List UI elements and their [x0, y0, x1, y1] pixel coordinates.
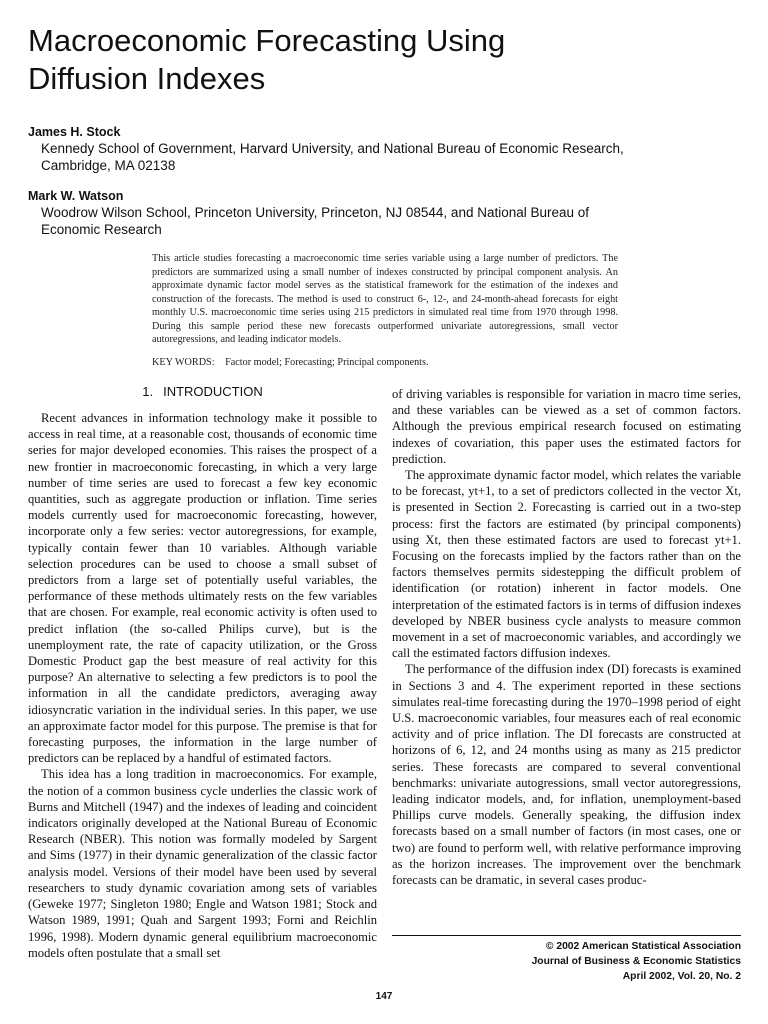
- paragraph: The performance of the diffusion index (DI) forecasts is examined in Sections 3 and 4. The experiment reported in these sections simulates real-time forecasting during the 1970–1998 period of eight U.S. macroeconomic variables, four measures each of real economic activity and of price inflation. The DI forecasts are constructed at horizons of 6, 12, and 24 months using as many as 215 predictor series. These forecasts are compared to several conventional benchmarks: univariate autogressions, small vector autoregressions, leading indicator models, and, for inflation, unemployment-based Phillips curve models. Generally speaking, the diffusion index forecasts based on a small number of factors (in most cases, one or two) are found to perform well, with relative performance improving as the horizon increases. The improvement over the benchmark forecasts can be dramatic, in several cases produc-: [392, 662, 741, 888]
- abstract: This article studies forecasting a macroeconomic time series variable using a large number of predictors. The predictors are summarized using a small number of indexes constructed by principal component analysis. An approximate dynamic factor model serves as the statistical framework for the estimation of the indexes and construction of the forecasts. The method is used to construct 6-, 12-, and 24-month-ahead forecasts for eight monthly U.S. macroeconomic time series using 215 predictors in simulated real time from 1970 through 1998. During this sample period these new forecasts outperformed univariate autoregressions, small vector autoregressions, and leading indicator models.: [152, 253, 618, 345]
- paragraph: of driving variables is responsible for variation in macro time series, and these variables can be viewed as a set of common factors. Although the previous empirical research focused on estimating indexes of covariation, this paper uses the estimated factors for prediction.: [392, 387, 741, 466]
- keywords-label: KEY WORDS:: [152, 357, 215, 368]
- section-number: 1.: [142, 384, 154, 399]
- author-block-stock: [28, 124, 748, 174]
- paragraph: The approximate dynamic factor model, which relates the variable to be forecast, yt+1, to a set of predictors collected in the vector Xt, is presented in Section 2. Forecasting is carried out in a two-step process: first the factors are estimated (by principal components) using Xt, then these estimated factors are used to forecast yt+1. Focusing on the forecasts implied by the factors rather than on the factors themselves permits sidestepping the difficult problem of identification (or rotation) inherent in factor models. One interpretation of the estimated factors is in terms of diffusion indexes developed by NBER business cycle analysts to measure common movement in a set of macroeconomic variables, and accordingly we call the estimated factors diffusion indexes.: [392, 468, 741, 661]
- paragraph: This idea has a long tradition in macroeconomics. For example, the notion of a common business cycle underlies the classic work of Burns and Mitchell (1947) and the indexes of leading and coincident indicators originally developed at the National Bureau of Economic Research (NBER). This notion was formally modeled by Sargent and Sims (1977) in their dynamic generalization of the classic factor analysis model. Versions of their model have been used by several researchers to study dynamic covariation among sets of variables (Geweke 1977; Singleton 1980; Engle and Watson 1981; Stock and Watson 1989, 1991; Quah and Sargent 1993; Forni and Reichlin 1996, 1998). Modern dynamic general equilibrium macroeconomic models often postulate that a small set: [28, 767, 377, 960]
- copyright-line: © 2002 American Statistical Association: [545, 941, 741, 952]
- footer-rule: [392, 935, 741, 936]
- author-affiliation: [28, 204, 748, 238]
- author-name: James H. Stock: [28, 125, 121, 139]
- paragraph: Recent advances in information technology make it possible to access in real time, at a reasonable cost, thousands of economic time series for major developed economies. This raises the prospect of a new frontier in macroeconomic forecasting, in which a very large number of time series are used to forecast a few key economic quantities, such as aggregate production or inflation. Time series models currently used for macroeconomic forecasting, however, incorporate only a few series: vector autoregressions, for example, typically contain fewer than 10 variables. Although variable selection procedures can be used to choose a small subset of predictors from a large set of potentially useful variables, the performance of these methods ultimately rests on the few variables that are chosen. For example, real economic activity is often used to predict inflation (the so-called Philips curve), but is the unemployment rate, the rate of capacity utilization, or the Gross Domestic Product gap the best measure of real activity for this purpose? An alternative to selecting a few predictors is to pool the information in all the candidate predictors, averaging away idiosyncratic variation in the individual series. In this paper, we use an approximate factor model for this purpose. The premise is that for forecasting purposes, the information in the large number of predictors can be replaced by a handful of estimated factors.: [28, 411, 377, 766]
- journal-issue: April 2002, Vol. 20, No. 2: [622, 971, 741, 982]
- author-name: Mark W. Watson: [28, 189, 124, 203]
- article-title: [28, 22, 748, 98]
- keywords: [152, 356, 618, 370]
- journal-name: Journal of Business & Economic Statistics: [531, 956, 741, 967]
- journal-footer: [392, 939, 741, 984]
- affiliation-line-2: Cambridge, MA 02138: [41, 158, 176, 173]
- page-number: 147: [375, 991, 393, 1002]
- keywords-text: Factor model; Forecasting; Principal components.: [225, 357, 429, 368]
- section-heading: [28, 384, 377, 400]
- section-title: INTRODUCTION: [163, 384, 263, 399]
- affiliation-line-1: Woodrow Wilson School, Princeton University, Princeton, NJ 08544, and National Bureau of: [41, 205, 590, 220]
- author-block-watson: [28, 188, 748, 238]
- author-affiliation: [28, 140, 748, 174]
- affiliation-line-1: Kennedy School of Government, Harvard University, and National Bureau of Economic Research,: [41, 141, 624, 156]
- right-column: [392, 386, 741, 888]
- title-line-1: Macroeconomic Forecasting Using: [28, 23, 506, 58]
- left-column: [28, 384, 377, 961]
- title-line-2: Diffusion Indexes: [28, 61, 266, 96]
- affiliation-line-2: Economic Research: [41, 222, 162, 237]
